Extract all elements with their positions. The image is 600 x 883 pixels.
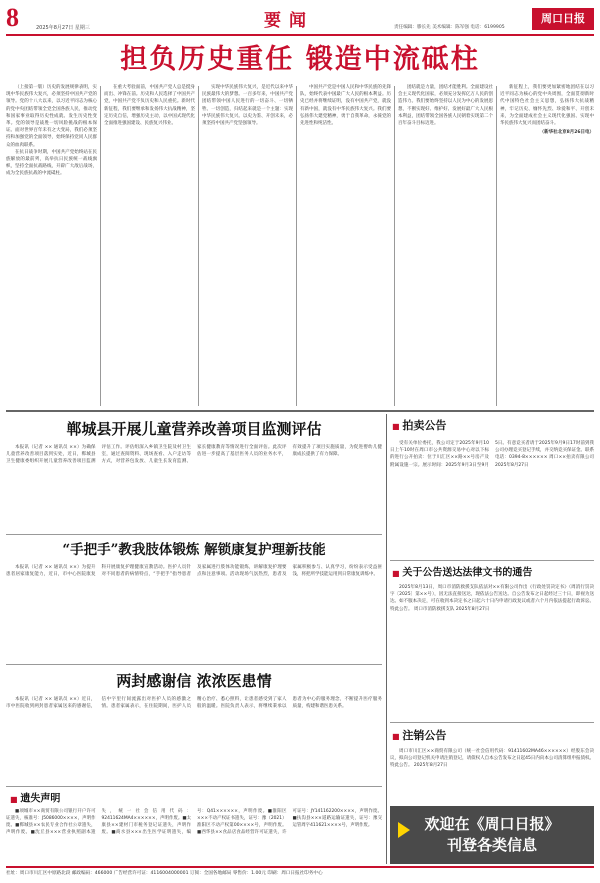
lead-article-col-4 [300, 84, 391, 408]
service-notice-body [390, 584, 594, 716]
page-number: 8 [6, 3, 19, 32]
section-divider [6, 410, 594, 412]
lead-paragraph: 新征程上，我们要更加紧密地团结在以习近平同志为核心的党中央周围，全面贯彻新时代中国特色社会主义思想，弘扬伟大抗战精神，牢记历史、缅怀先烈、珍爱和平、开创未来，为全面建成社会主义现代化强国、实现中华民族伟大复兴而团结奋斗。 [500, 85, 594, 127]
article-paragraph: 本报讯（记者 ×× 通讯员 ××）近日，市中医院收到两封患者家属送来的感谢信，信中字里行间流露出对医护人员的感激之情。患者家属表示，在住院期间，医护人员精心治疗、悉心照料，让患者感受到了家人般的温暖。医院负责人表示，将继续秉承以患者为中心的服务理念，不断提升医疗服务质量，构建和谐医患关系。 [6, 697, 382, 710]
cancellation-notice-title: ■ 注销公告 [392, 728, 446, 744]
cancellation-notice-body [390, 748, 594, 802]
lead-paragraph: 团结就是力量，团结才能胜利。全面建设社会主义现代化国家，必须充分发挥亿万人民的创造伟力。我们要始终坚持以人民为中心的发展思想，不断实现好、维护好、发展好最广大人民根本利益，团结带领全国各族人民朝着实现第二个百年奋斗目标迈进。 [398, 85, 493, 127]
lead-article-col-1 [6, 84, 97, 408]
lead-paragraph: 在重大考验面前，中国共产党人总是挺身而出、冲锋在前。历史和人民选择了中国共产党，中国共产党不负历史和人民重托。新时代新征程，我们要继承和发扬伟大抗战精神，坚定历史自信，增强历史主动，以中国式现代化全面推进强国建设、民族复兴伟业。 [104, 85, 195, 127]
column-divider [496, 86, 497, 406]
column-divider [100, 86, 101, 406]
notice-paragraph: 2025年8月13日，周口市消防救援支队依法对××有限公司作出《行政处罚决定书》（周消行罚决字〔2025〕第××号），因无法直接送达，现依法公告送达。自公告发布之日起经过三十日，即视为送达。如不服本决定，可在收到本决定书之日起六十日内申请行政复议或者六个月内依法提起行政诉讼。特此公告。 周口市消防救援支队 2025年8月27日 [390, 585, 594, 612]
lead-article-col-2 [104, 84, 195, 408]
notice-paragraph: 受有关单位委托，我公司定于2025年9月10日上午10时在周口市公共资源交易中心对以下标的进行公开拍卖：位于川汇区××路××号房产及附属设施一宗。展示时间：2025年9月3日至9月5日。有意竞买者请于2025年9月9日17时前到我公司办理竞买登记手续，并交纳竞买保证金。联系电话：0394-8×××××× 周口××拍卖有限公司 2025年8月27日 [390, 441, 594, 468]
masthead [6, 4, 594, 34]
article-c-body [6, 696, 382, 780]
advertisement-box [390, 806, 594, 864]
article-b-title: “手把手”教我肢体锻炼 解锁康复护理新技能 [62, 542, 326, 558]
article-a-body [6, 444, 382, 528]
lead-source: （新华社北京8月26日电） [539, 130, 594, 136]
lead-paragraph: 实现中华民族伟大复兴，是近代以来中华民族最伟大的梦想。一百多年来，中国共产党团结带领中国人民进行的一切奋斗、一切牺牲、一切创造，归结起来就是一个主题：实现中华民族伟大复兴。以史为鉴、开创未来，必须坚持中国共产党坚强领导。 [202, 85, 293, 127]
article-b-body [6, 564, 382, 658]
auction-notice-title: ■ 拍卖公告 [392, 418, 446, 434]
auction-notice-body [390, 440, 594, 552]
lead-article-col-3 [202, 84, 293, 408]
newspaper-logo: 周口日报 [532, 8, 594, 30]
lead-article-col-5 [398, 84, 493, 408]
article-a-title: 郸城县开展儿童营养改善项目监测评估 [66, 420, 322, 438]
article-divider [6, 786, 382, 787]
notice-divider [390, 722, 594, 723]
notice-paragraph: 周口市川汇区××商贸有限公司（统一社会信用代码：91411602MA46××××××）经股东会决议，拟向公司登记机关申请注销登记，请债权人自本公告发布之日起45日内向本公司清算组申报债权。特此公告。 2025年8月27日 [390, 749, 594, 769]
column-divider [386, 414, 387, 864]
issue-date: 2025年8月27日 星期三 [36, 25, 90, 31]
column-divider [198, 86, 199, 406]
page-footer: 社址：周口市川汇区中原路北段 邮政编码：466000 广告经营许可证：4116004000001 订阅：全国各地邮局 零售价：1.00元 印刷：周口日报社印务中心 [6, 866, 594, 880]
ad-line-1: 欢迎在《周口日报》 [424, 815, 560, 833]
article-divider [6, 534, 382, 535]
notice-divider [390, 560, 594, 561]
notice-paragraph: ■项城市××商贸有限公司银行开户许可证遗失，核准号：J5086000××××，声明作废。■郸城县××农民专业合作社公章遗失，声明作废。■沈丘县×××营业执照副本遗失，统一社会信用代码：92411624MA4××××××，声明作废。■太康县××建材门市税务登记证遗失，声明作废。■商水县×××出生医学证明遗失，编号：Q41××××××，声明作废。■淮阳区×××不动产权证书遗失，证号：豫（2021）淮阳区不动产权第00××××号，声明作废。■西华县××食品店食品经营许可证遗失，许可证号：JY141162200××××，声明作废。■扶沟县×××道路运输证遗失，证号：豫交运管周字411621××××号，声明作废。 [6, 809, 382, 835]
lead-paragraph: 在抗日战争时期，中国共产党始终站在民族解放的最前列，高举抗日民族统一战线旗帜，坚持全面抗战路线，开辟广大敌后战场，成为全民族抗战的中流砥柱。 [6, 149, 97, 177]
service-notice-title: ■ 关于公告送达法律文书的通告 [392, 566, 532, 581]
lead-paragraph: 中国共产党是中国人民和中华民族的先锋队，始终代表中国最广大人民的根本利益。历史已经并将继续证明，没有中国共产党，就没有新中国，就没有中华民族伟大复兴。我们要弘扬伟大建党精神，勇于自我革命，永葆党的先进性和纯洁性。 [300, 85, 391, 127]
lost-notices-title: ■ 遗失声明 [10, 792, 60, 807]
editor-credits: 责任编辑：滕长先 美术编辑：陈军强 电话：6199905 [394, 25, 505, 30]
article-divider [6, 664, 382, 665]
lead-paragraph: （上接第一版）历史的发展规律表明，实现中华民族伟大复兴，必须坚持中国共产党的领导。党的十八大以来，以习近平同志为核心的党中央团结带领全党全国各族人民，推动党和国家事业取得历史性成就、发生历史性变革。党的领导是战胜一切风险挑战的根本保证。面对世界百年未有之大变局，我们必须坚持和加强党的全面领导，始终保持党同人民群众的血肉联系。 [6, 85, 97, 148]
column-divider [296, 86, 297, 406]
lost-notices-body [6, 808, 382, 864]
article-paragraph: 本报讯（记者 ×× 通讯员 ××）为确保儿童营养改善项目落到实处，近日，郸城县卫生健康委组织开展儿童营养改善项目监测评估工作。评估组深入乡镇卫生院及村卫生室，通过查阅资料、现场查看、入户走访等方式，对营养包发放、儿童生长发育监测、家长健康教育等情况进行全面评估。此次评估进一步提高了基层医务人员的业务水平，有效提升了项目实施质量，为促进婴幼儿健康成长提供了有力保障。 [6, 445, 382, 465]
lead-article-col-6 [500, 84, 594, 408]
article-c-title: 两封感谢信 浓浓医患情 [116, 672, 272, 690]
article-paragraph: 本报讯（记者 ×× 通讯员 ××）为提升患者居家康复能力，近日，市中心医院康复科开展康复护理健康宣教活动。医护人员针对不同患者的病情特点，“手把手”指导患者及家属进行肢体功能锻炼，讲解康复护理要点和注意事项。活动现场气氛热烈，患者及家属积极参与、认真学习，纷纷表示受益匪浅，将把所学技能运用到日常康复训练中。 [6, 565, 382, 578]
ad-arrow-icon [398, 822, 410, 838]
section-title: 要闻 [264, 11, 314, 31]
column-divider [394, 86, 395, 406]
ad-line-2: 刊登各类信息 [446, 836, 537, 854]
lead-headline: 担负历史重任 锻造中流砥柱 [120, 44, 480, 75]
top-rule [6, 34, 594, 36]
